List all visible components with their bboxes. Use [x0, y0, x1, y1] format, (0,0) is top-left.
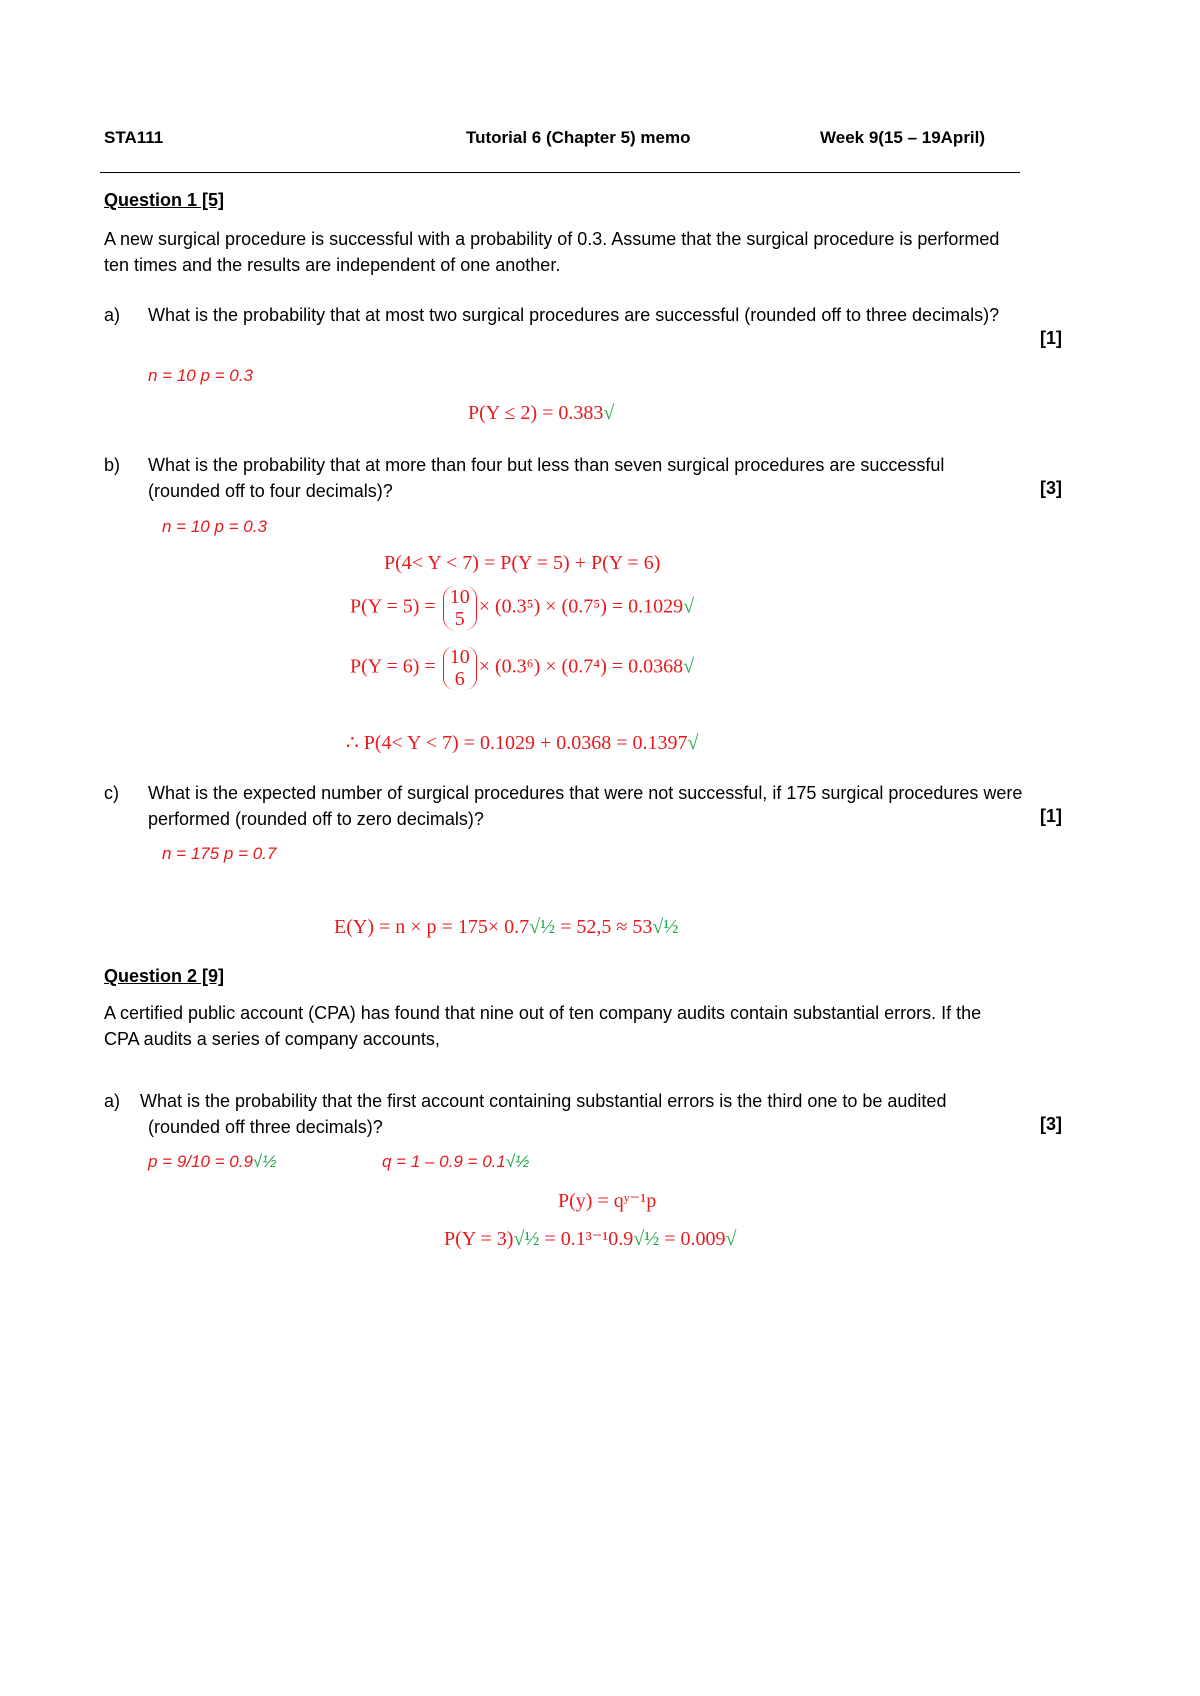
binom-bottom: 5: [454, 608, 465, 630]
q1a-question: What is the probability that at most two surgical procedures are successful (rounded off to three decimals)?: [148, 305, 1000, 325]
half-tick-mark: √½: [252, 1152, 277, 1171]
q1b-question-line-1: What is the probability that at more than four but less than seven surgical procedures are successful: [148, 455, 945, 475]
document-title: Tutorial 6 (Chapter 5) memo: [466, 128, 691, 147]
q1c-question-line-1: What is the expected number of surgical procedures that were not successful, if 175 surgical procedures were: [148, 783, 1023, 803]
q1b-line-4: [346, 730, 699, 755]
q2a-answer-part-1: P(Y = 3): [444, 1228, 514, 1250]
q2a-answer-part-2: = 0.1³⁻¹0.9: [539, 1228, 634, 1250]
question-1-intro-line-2: ten times and the results are independent of one another.: [104, 255, 561, 275]
half-tick-mark: √½: [513, 1228, 540, 1250]
binom-top: 10: [449, 646, 470, 668]
q2a-question-line-1: What is the probability that the first account containing substantial errors is the third one to be audited: [140, 1091, 947, 1111]
q2a-given-q: [382, 1152, 529, 1172]
q2a-answer: [444, 1226, 737, 1251]
tick-mark: √: [687, 732, 699, 754]
q2a-label: a): [104, 1091, 121, 1111]
q1b-line-2-lhs: P(Y = 5) =: [350, 595, 436, 618]
binom-bottom: 6: [454, 668, 465, 690]
q1c-answer-part-1: E(Y) = n × p = 175× 0.7: [334, 916, 530, 938]
q2a-marks: [3]: [1040, 1114, 1062, 1134]
course-code: STA111: [104, 128, 164, 147]
week-label: Week 9(15 – 19April): [820, 128, 986, 147]
tick-mark: √: [725, 1228, 737, 1250]
tick-mark: √: [683, 655, 695, 678]
q1b-line-3: [350, 646, 694, 690]
q1c-answer: [334, 916, 678, 939]
q1a-marks: [1]: [1040, 328, 1062, 348]
header-divider: [100, 172, 1020, 173]
q1b-line-3-lhs: P(Y = 6) =: [350, 655, 436, 678]
q1b-line-2: [350, 586, 694, 630]
half-tick-mark: √½: [505, 1152, 530, 1171]
q1b-line-2-rhs: × (0.3⁵) × (0.7⁵) = 0.1029: [478, 595, 684, 618]
half-tick-mark: √½: [633, 1228, 660, 1250]
q2a-formula: P(y) = qʸ⁻¹p: [558, 1190, 657, 1212]
q2a-given-p: [148, 1152, 276, 1172]
q1c-given: n = 175 p = 0.7: [162, 844, 277, 863]
q1a-answer: [468, 402, 614, 425]
tick-mark: √: [603, 402, 615, 424]
question-2-intro-line-2: CPA audits a series of company accounts,: [104, 1029, 440, 1049]
q2a-answer-part-3: = 0.009: [659, 1228, 726, 1250]
q1b-given: n = 10 p = 0.3: [162, 517, 267, 536]
q1c-marks: [1]: [1040, 806, 1062, 826]
q1c-label: c): [104, 783, 119, 803]
binom-top: 10: [449, 586, 470, 608]
tick-mark: √: [683, 595, 695, 618]
q1b-line-4-text: ∴ P(4< Y < 7) = 0.1029 + 0.0368 = 0.1397: [346, 732, 688, 754]
q1b-label: b): [104, 455, 121, 475]
binomial-coefficient: [443, 646, 477, 690]
question-2-title: Question 2 [9]: [104, 966, 225, 986]
q1c-question-line-2: performed (rounded off to zero decimals)?: [148, 809, 484, 829]
question-1-intro-line-1: A new surgical procedure is successful with a probability of 0.3. Assume that the surgical procedure is performed: [104, 229, 1000, 249]
q1a-given: n = 10 p = 0.3: [148, 366, 253, 385]
q1c-answer-part-2: = 52,5 ≈ 53: [555, 916, 653, 938]
q2a-given-q-text: q = 1 – 0.9 = 0.1: [382, 1152, 506, 1171]
binomial-coefficient: [443, 586, 477, 630]
question-1-title: Question 1 [5]: [104, 190, 225, 210]
question-2-intro-line-1: A certified public account (CPA) has found that nine out of ten company audits contain substantial errors. If the: [104, 1003, 982, 1023]
half-tick-mark: √½: [652, 916, 679, 938]
q1a-answer-text: P(Y ≤ 2) = 0.383: [468, 402, 604, 424]
q1b-marks: [3]: [1040, 478, 1062, 498]
q2a-given-p-text: p = 9/10 = 0.9: [148, 1152, 253, 1171]
q1b-question-line-2: (rounded off to four decimals)?: [148, 481, 393, 501]
q2a-question-line-2: (rounded off three decimals)?: [148, 1117, 383, 1137]
q1a-label: a): [104, 305, 121, 325]
half-tick-mark: √½: [529, 916, 556, 938]
q1b-line-1: P(4< Y < 7) = P(Y = 5) + P(Y = 6): [384, 552, 661, 574]
q1b-line-3-rhs: × (0.3⁶) × (0.7⁴) = 0.0368: [478, 655, 684, 678]
